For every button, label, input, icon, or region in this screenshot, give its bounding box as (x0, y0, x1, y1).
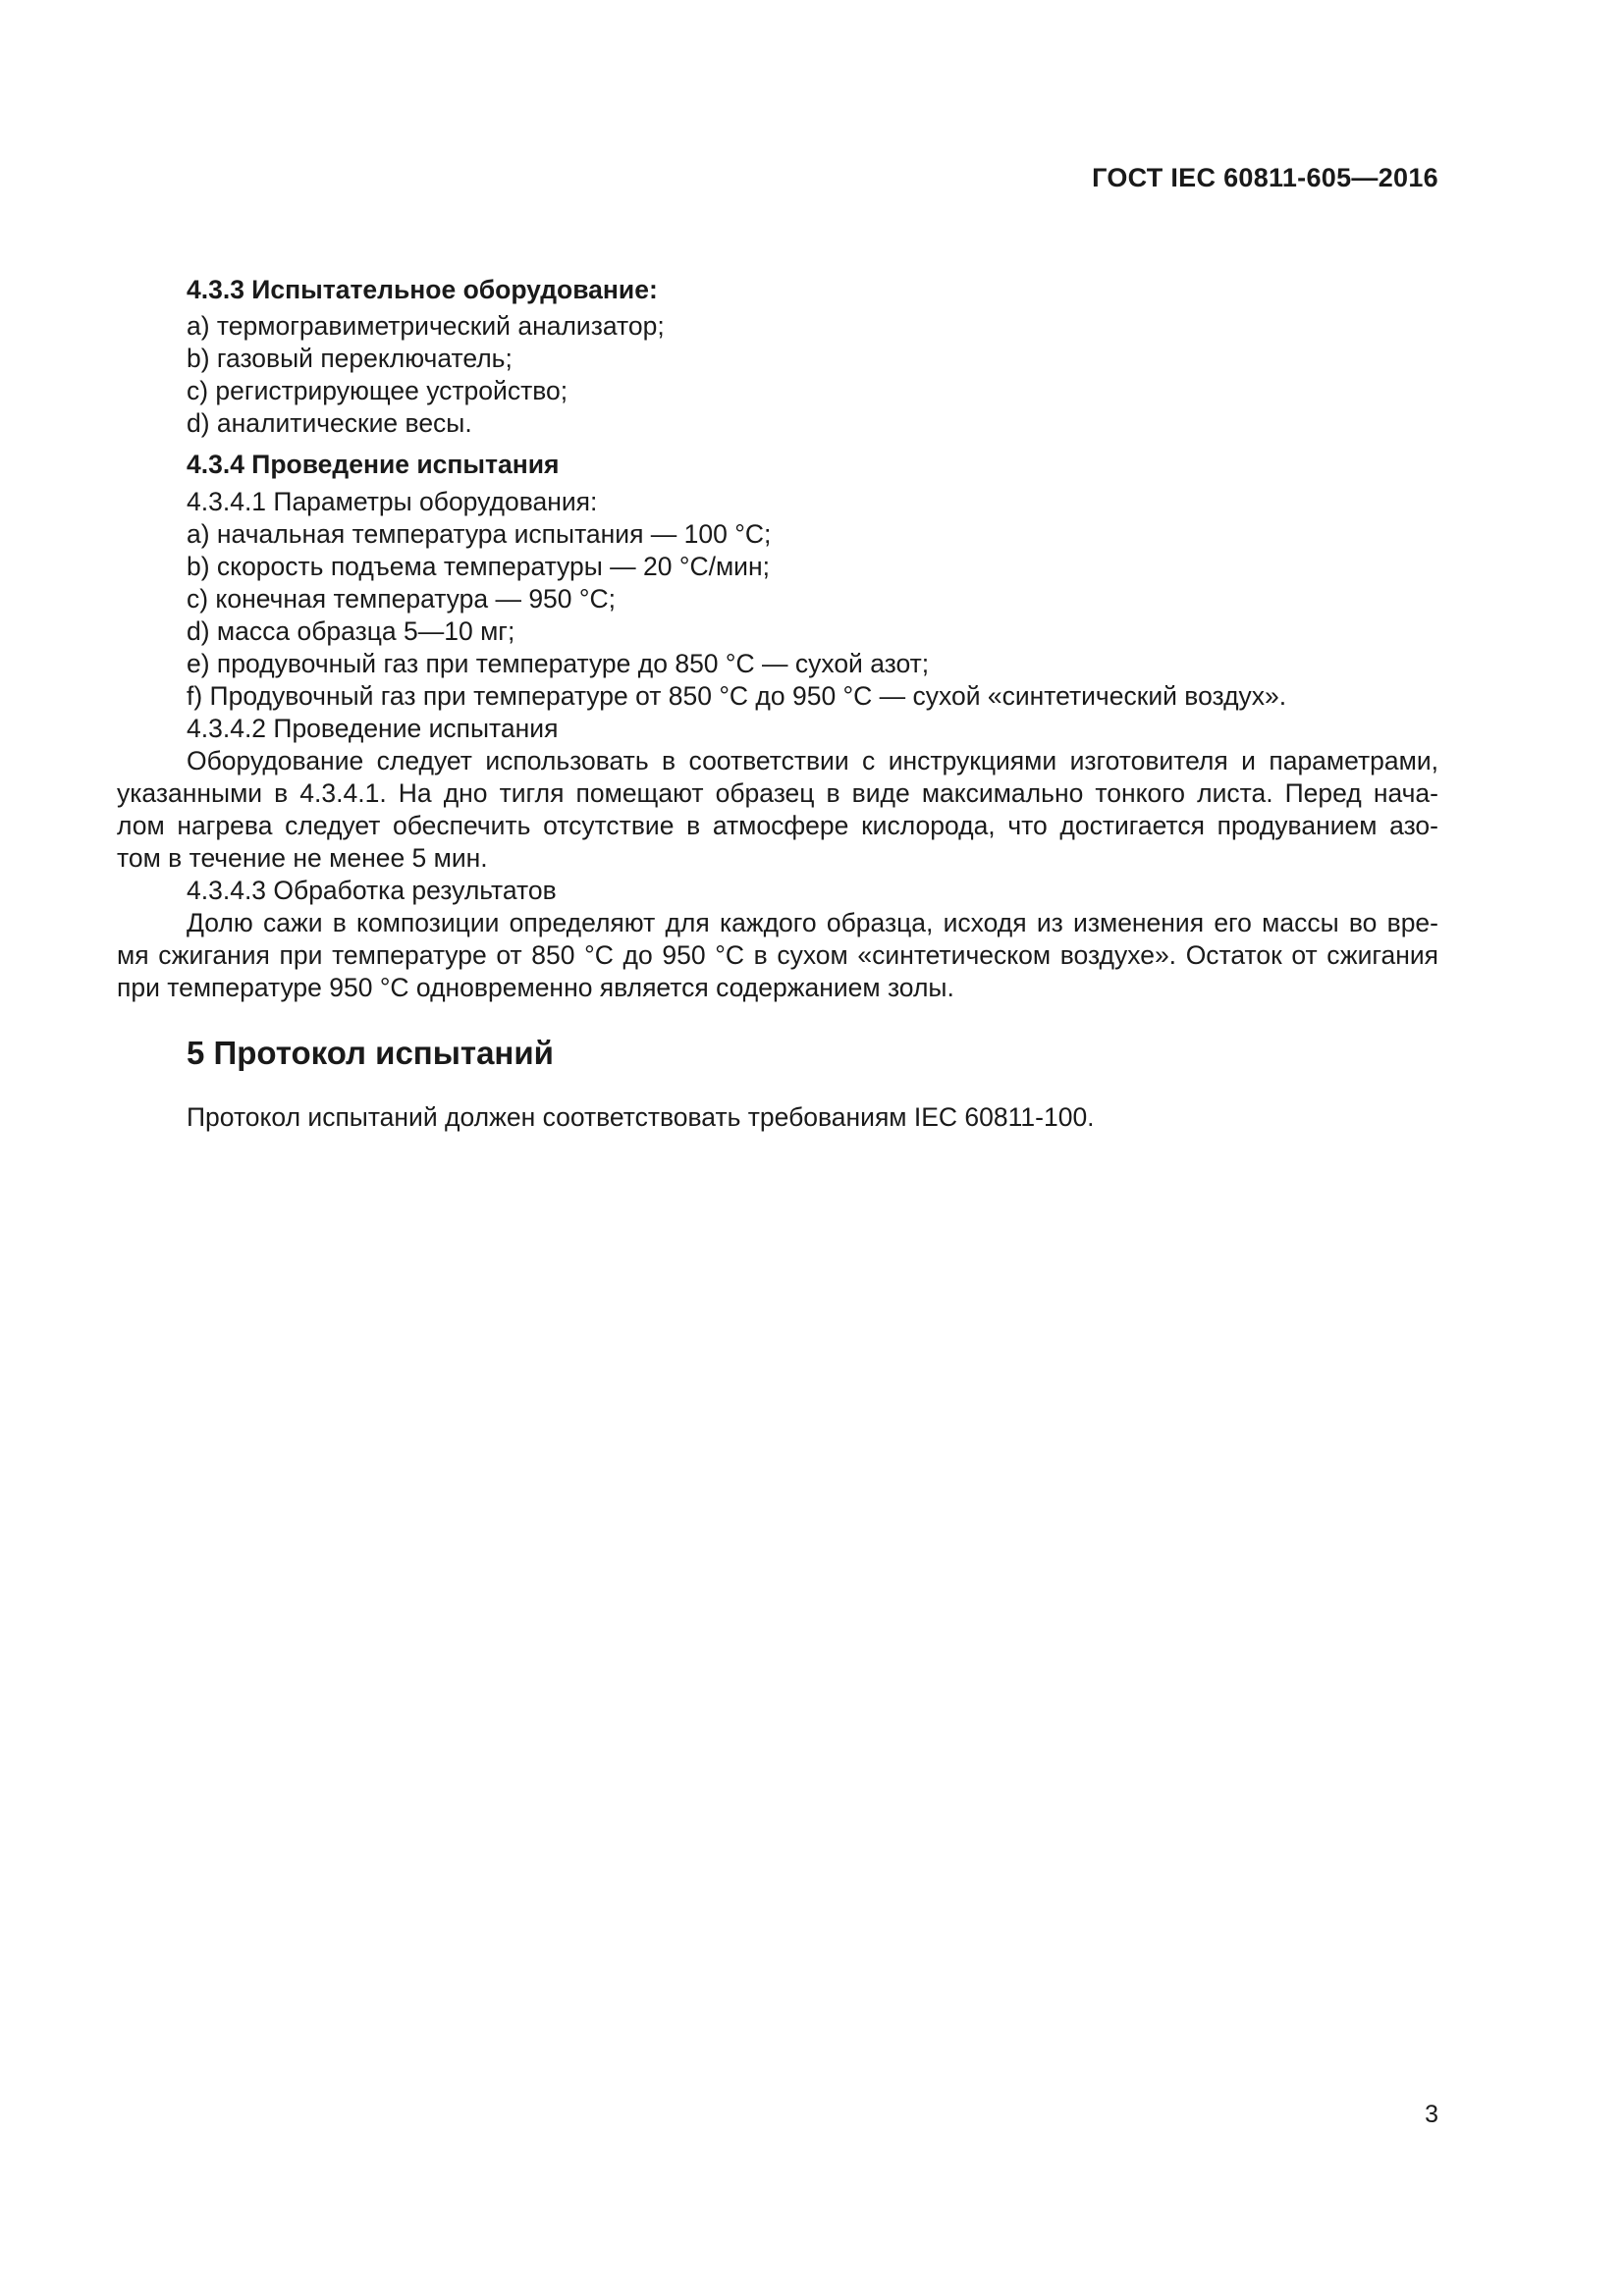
clause-4-3-4-2-paragraph (117, 745, 1438, 875)
list-item: f) Продувочный газ при температуре от 850 °C до 950 °C — сухой «синтетический воздух». (187, 681, 1287, 711)
clause-4-3-4-3-paragraph (117, 907, 1438, 1004)
paragraph-line: том в течение не менее 5 мин. (117, 843, 488, 873)
document-code-header: ГОСТ IEC 60811-605—2016 (1092, 163, 1438, 192)
clause-4-3-4-2-title: 4.3.4.2 Проведение испытания (187, 714, 559, 743)
section-5-text: Протокол испытаний должен соответствовать требованиям IEC 60811-100. (187, 1102, 1095, 1132)
paragraph-line: лом нагрева следует обеспечить отсутствие в атмосфере кислорода, что достигается продуванием азо- (117, 811, 1438, 840)
clause-4-3-4-3-title: 4.3.4.3 Обработка результатов (187, 876, 557, 905)
list-item: b) газовый переключатель; (187, 344, 513, 373)
list-item: c) регистрирующее устройство; (187, 376, 568, 405)
paragraph-line: Долю сажи в композиции определяют для каждого образца, исходя из изменения его массы во вре- (187, 908, 1438, 937)
list-item: a) термогравиметрический анализатор; (187, 311, 665, 341)
section-4-3-3-heading: 4.3.3 Испытательное оборудование: (187, 275, 658, 304)
list-item: d) аналитические весы. (187, 408, 472, 438)
list-item: a) начальная температура испытания — 100 °C; (187, 519, 772, 549)
list-item: d) масса образца 5—10 мг; (187, 616, 515, 646)
section-5-heading: 5 Протокол испытаний (187, 1035, 554, 1071)
paragraph-line: при температуре 950 °C одновременно является содержанием золы. (117, 973, 954, 1002)
list-item: b) скорость подъема температуры — 20 °C/мин; (187, 552, 770, 581)
paragraph-line: Оборудование следует использовать в соответствии с инструкциями изготовителя и параметрами, (187, 746, 1438, 775)
clause-4-3-4-1-title: 4.3.4.1 Параметры оборудования: (187, 487, 598, 516)
section-4-3-4-heading: 4.3.4 Проведение испытания (187, 450, 560, 479)
page-number: 3 (1425, 2101, 1438, 2128)
paragraph-line: мя сжигания при температуре от 850 °C до 950 °C в сухом «синтетическом воздухе». Остаток от сжигания (117, 940, 1438, 970)
page-content (117, 271, 1438, 1134)
list-item: e) продувочный газ при температуре до 850 °C — сухой азот; (187, 649, 930, 678)
list-item: c) конечная температура — 950 °C; (187, 584, 616, 614)
paragraph-line: указанными в 4.3.4.1. На дно тигля помещают образец в виде максимально тонкого листа. Перед нача- (117, 778, 1438, 808)
